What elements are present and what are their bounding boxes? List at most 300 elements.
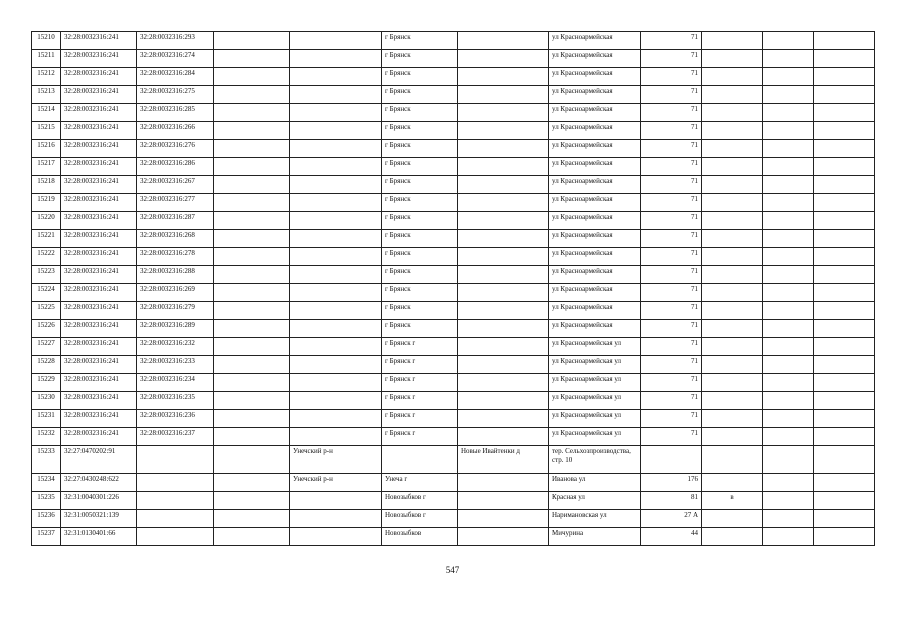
street-cell: ул Красноармейская — [549, 230, 641, 248]
empty-cell — [814, 86, 875, 104]
empty-cell — [214, 212, 290, 230]
building-letter-cell — [702, 320, 763, 338]
settlement-cell — [458, 248, 549, 266]
house-number-cell: 71 — [641, 212, 702, 230]
city-cell: г Брянск — [382, 284, 458, 302]
row-number-cell: 15225 — [32, 302, 61, 320]
district-cell — [290, 212, 382, 230]
building-letter-cell — [702, 392, 763, 410]
parcel-cadastral-cell: 32:28:0032316:241 — [61, 86, 137, 104]
settlement-cell — [458, 230, 549, 248]
parcel-cadastral-cell: 32:28:0032316:241 — [61, 140, 137, 158]
empty-cell — [763, 338, 814, 356]
object-cadastral-cell: 32:28:0032316:293 — [137, 32, 214, 50]
house-number-cell: 71 — [641, 86, 702, 104]
empty-cell — [214, 428, 290, 446]
parcel-cadastral-cell: 32:27:0430248:622 — [61, 474, 137, 492]
house-number-cell: 71 — [641, 284, 702, 302]
building-letter-cell — [702, 140, 763, 158]
building-letter-cell — [702, 68, 763, 86]
parcel-cadastral-cell: 32:28:0032316:241 — [61, 32, 137, 50]
settlement-cell — [458, 474, 549, 492]
parcel-cadastral-cell: 32:28:0032316:241 — [61, 356, 137, 374]
table-row — [32, 122, 875, 140]
row-number-cell: 15216 — [32, 140, 61, 158]
empty-cell — [763, 194, 814, 212]
object-cadastral-cell — [137, 446, 214, 474]
empty-cell — [214, 68, 290, 86]
street-cell: ул Красноармейская ул — [549, 338, 641, 356]
row-number-cell: 15237 — [32, 528, 61, 546]
parcel-cadastral-cell: 32:28:0032316:241 — [61, 302, 137, 320]
empty-cell — [214, 104, 290, 122]
empty-cell — [814, 68, 875, 86]
object-cadastral-cell: 32:28:0032316:266 — [137, 122, 214, 140]
settlement-cell — [458, 212, 549, 230]
empty-cell — [214, 176, 290, 194]
district-cell — [290, 104, 382, 122]
city-cell: Новозыбков — [382, 528, 458, 546]
empty-cell — [214, 50, 290, 68]
empty-cell — [814, 104, 875, 122]
city-cell: Новозыбков г — [382, 492, 458, 510]
empty-cell — [814, 176, 875, 194]
object-cadastral-cell — [137, 492, 214, 510]
building-letter-cell — [702, 374, 763, 392]
empty-cell — [814, 428, 875, 446]
empty-cell — [763, 492, 814, 510]
empty-cell — [763, 266, 814, 284]
table-row — [32, 428, 875, 446]
empty-cell — [763, 528, 814, 546]
object-cadastral-cell: 32:28:0032316:274 — [137, 50, 214, 68]
street-cell: Наримановская ул — [549, 510, 641, 528]
object-cadastral-cell: 32:28:0032316:277 — [137, 194, 214, 212]
house-number-cell: 71 — [641, 356, 702, 374]
empty-cell — [214, 492, 290, 510]
empty-cell — [814, 140, 875, 158]
district-cell — [290, 320, 382, 338]
city-cell: г Брянск — [382, 140, 458, 158]
empty-cell — [814, 374, 875, 392]
city-cell: г Брянск г — [382, 428, 458, 446]
building-letter-cell — [702, 284, 763, 302]
district-cell: Унечский р-н — [290, 474, 382, 492]
parcel-cadastral-cell: 32:28:0032316:241 — [61, 266, 137, 284]
parcel-cadastral-cell: 32:31:0040301:226 — [61, 492, 137, 510]
table-row — [32, 194, 875, 212]
object-cadastral-cell: 32:28:0032316:233 — [137, 356, 214, 374]
building-letter-cell — [702, 230, 763, 248]
empty-cell — [763, 140, 814, 158]
building-letter-cell — [702, 86, 763, 104]
row-number-cell: 15230 — [32, 392, 61, 410]
city-cell: г Брянск г — [382, 410, 458, 428]
row-number-cell: 15228 — [32, 356, 61, 374]
settlement-cell — [458, 302, 549, 320]
street-cell: ул Красноармейская — [549, 320, 641, 338]
empty-cell — [763, 104, 814, 122]
empty-cell — [214, 528, 290, 546]
settlement-cell — [458, 140, 549, 158]
object-cadastral-cell: 32:28:0032316:268 — [137, 230, 214, 248]
building-letter-cell — [702, 248, 763, 266]
city-cell: Унеча г — [382, 474, 458, 492]
city-cell: г Брянск — [382, 158, 458, 176]
district-cell — [290, 528, 382, 546]
building-letter-cell — [702, 302, 763, 320]
settlement-cell: Новые Ивайтенки д — [458, 446, 549, 474]
building-letter-cell: в — [702, 492, 763, 510]
row-number-cell: 15234 — [32, 474, 61, 492]
city-cell: г Брянск — [382, 104, 458, 122]
building-letter-cell — [702, 528, 763, 546]
city-cell: г Брянск г — [382, 338, 458, 356]
object-cadastral-cell: 32:28:0032316:289 — [137, 320, 214, 338]
parcel-cadastral-cell: 32:28:0032316:241 — [61, 158, 137, 176]
city-cell: г Брянск — [382, 266, 458, 284]
empty-cell — [214, 510, 290, 528]
settlement-cell — [458, 428, 549, 446]
building-letter-cell — [702, 356, 763, 374]
empty-cell — [214, 122, 290, 140]
empty-cell — [763, 230, 814, 248]
empty-cell — [814, 50, 875, 68]
building-letter-cell — [702, 446, 763, 474]
empty-cell — [214, 446, 290, 474]
settlement-cell — [458, 266, 549, 284]
house-number-cell: 71 — [641, 50, 702, 68]
object-cadastral-cell — [137, 528, 214, 546]
street-cell: ул Красноармейская — [549, 284, 641, 302]
street-cell: ул Красноармейская — [549, 248, 641, 266]
empty-cell — [814, 356, 875, 374]
building-letter-cell — [702, 474, 763, 492]
table-row — [32, 140, 875, 158]
city-cell: г Брянск — [382, 320, 458, 338]
house-number-cell: 71 — [641, 320, 702, 338]
empty-cell — [214, 140, 290, 158]
parcel-cadastral-cell: 32:28:0032316:241 — [61, 176, 137, 194]
table-row — [32, 176, 875, 194]
house-number-cell: 71 — [641, 122, 702, 140]
settlement-cell — [458, 104, 549, 122]
building-letter-cell — [702, 338, 763, 356]
house-number-cell: 71 — [641, 230, 702, 248]
district-cell — [290, 374, 382, 392]
empty-cell — [814, 230, 875, 248]
city-cell: г Брянск — [382, 176, 458, 194]
empty-cell — [763, 158, 814, 176]
object-cadastral-cell: 32:28:0032316:234 — [137, 374, 214, 392]
house-number-cell: 71 — [641, 158, 702, 176]
table-row — [32, 32, 875, 50]
district-cell — [290, 158, 382, 176]
city-cell: г Брянск г — [382, 356, 458, 374]
row-number-cell: 15221 — [32, 230, 61, 248]
parcel-cadastral-cell: 32:27:0470202:91 — [61, 446, 137, 474]
row-number-cell: 15214 — [32, 104, 61, 122]
house-number-cell: 71 — [641, 248, 702, 266]
empty-cell — [763, 176, 814, 194]
building-letter-cell — [702, 212, 763, 230]
city-cell: г Брянск — [382, 68, 458, 86]
district-cell — [290, 86, 382, 104]
city-cell: г Брянск — [382, 194, 458, 212]
settlement-cell — [458, 392, 549, 410]
row-number-cell: 15226 — [32, 320, 61, 338]
city-cell: г Брянск г — [382, 374, 458, 392]
house-number-cell: 44 — [641, 528, 702, 546]
empty-cell — [214, 86, 290, 104]
settlement-cell — [458, 528, 549, 546]
house-number-cell: 71 — [641, 338, 702, 356]
house-number-cell: 71 — [641, 392, 702, 410]
parcel-cadastral-cell: 32:28:0032316:241 — [61, 392, 137, 410]
row-number-cell: 15215 — [32, 122, 61, 140]
house-number-cell: 71 — [641, 32, 702, 50]
street-cell: ул Красноармейская ул — [549, 410, 641, 428]
object-cadastral-cell: 32:28:0032316:232 — [137, 338, 214, 356]
empty-cell — [763, 446, 814, 474]
empty-cell — [763, 302, 814, 320]
settlement-cell — [458, 510, 549, 528]
district-cell — [290, 392, 382, 410]
settlement-cell — [458, 320, 549, 338]
row-number-cell: 15235 — [32, 492, 61, 510]
register-table — [31, 31, 875, 546]
empty-cell — [814, 338, 875, 356]
row-number-cell: 15220 — [32, 212, 61, 230]
street-cell: Иванова ул — [549, 474, 641, 492]
empty-cell — [814, 194, 875, 212]
empty-cell — [763, 284, 814, 302]
house-number-cell: 176 — [641, 474, 702, 492]
empty-cell — [214, 230, 290, 248]
table-row — [32, 248, 875, 266]
empty-cell — [214, 158, 290, 176]
row-number-cell: 15212 — [32, 68, 61, 86]
empty-cell — [814, 474, 875, 492]
building-letter-cell — [702, 158, 763, 176]
district-cell — [290, 230, 382, 248]
row-number-cell: 15227 — [32, 338, 61, 356]
row-number-cell: 15219 — [32, 194, 61, 212]
table-row — [32, 68, 875, 86]
empty-cell — [763, 410, 814, 428]
building-letter-cell — [702, 510, 763, 528]
district-cell: Унечский р-н — [290, 446, 382, 474]
street-cell: ул Красноармейская ул — [549, 428, 641, 446]
street-cell: Мичурина — [549, 528, 641, 546]
house-number-cell: 71 — [641, 266, 702, 284]
empty-cell — [814, 510, 875, 528]
parcel-cadastral-cell: 32:28:0032316:241 — [61, 410, 137, 428]
parcel-cadastral-cell: 32:28:0032316:241 — [61, 248, 137, 266]
row-number-cell: 15223 — [32, 266, 61, 284]
empty-cell — [814, 410, 875, 428]
object-cadastral-cell: 32:28:0032316:275 — [137, 86, 214, 104]
building-letter-cell — [702, 122, 763, 140]
table-row — [32, 356, 875, 374]
object-cadastral-cell: 32:28:0032316:284 — [137, 68, 214, 86]
district-cell — [290, 302, 382, 320]
settlement-cell — [458, 86, 549, 104]
street-cell: ул Красноармейская — [549, 68, 641, 86]
table-row — [32, 320, 875, 338]
house-number-cell: 71 — [641, 410, 702, 428]
settlement-cell — [458, 68, 549, 86]
table-row — [32, 510, 875, 528]
empty-cell — [214, 320, 290, 338]
empty-cell — [814, 32, 875, 50]
district-cell — [290, 428, 382, 446]
row-number-cell: 15232 — [32, 428, 61, 446]
street-cell: тер. Сельхозпроизводства, стр. 10 — [549, 446, 641, 474]
street-cell: ул Красноармейская ул — [549, 392, 641, 410]
city-cell: г Брянск — [382, 122, 458, 140]
house-number-cell: 71 — [641, 104, 702, 122]
table-row — [32, 446, 875, 474]
street-cell: ул Красноармейская — [549, 50, 641, 68]
building-letter-cell — [702, 428, 763, 446]
empty-cell — [814, 528, 875, 546]
empty-cell — [763, 392, 814, 410]
empty-cell — [763, 320, 814, 338]
page-number: 547 — [445, 565, 460, 575]
empty-cell — [814, 392, 875, 410]
row-number-cell: 15210 — [32, 32, 61, 50]
settlement-cell — [458, 338, 549, 356]
settlement-cell — [458, 32, 549, 50]
table-row — [32, 492, 875, 510]
house-number-cell: 71 — [641, 194, 702, 212]
row-number-cell: 15217 — [32, 158, 61, 176]
street-cell: ул Красноармейская — [549, 122, 641, 140]
parcel-cadastral-cell: 32:28:0032316:241 — [61, 284, 137, 302]
district-cell — [290, 338, 382, 356]
house-number-cell: 71 — [641, 428, 702, 446]
row-number-cell: 15236 — [32, 510, 61, 528]
city-cell: г Брянск — [382, 32, 458, 50]
table-row — [32, 374, 875, 392]
district-cell — [290, 356, 382, 374]
empty-cell — [763, 248, 814, 266]
empty-cell — [214, 248, 290, 266]
parcel-cadastral-cell: 32:28:0032316:241 — [61, 374, 137, 392]
empty-cell — [214, 474, 290, 492]
row-number-cell: 15213 — [32, 86, 61, 104]
district-cell — [290, 32, 382, 50]
table-row — [32, 410, 875, 428]
object-cadastral-cell: 32:28:0032316:285 — [137, 104, 214, 122]
row-number-cell: 15218 — [32, 176, 61, 194]
house-number-cell: 71 — [641, 374, 702, 392]
empty-cell — [814, 320, 875, 338]
house-number-cell — [641, 446, 702, 474]
empty-cell — [763, 212, 814, 230]
empty-cell — [814, 212, 875, 230]
district-cell — [290, 284, 382, 302]
street-cell: ул Красноармейская — [549, 158, 641, 176]
table-row — [32, 230, 875, 248]
empty-cell — [214, 266, 290, 284]
city-cell: г Брянск — [382, 50, 458, 68]
street-cell: ул Красноармейская — [549, 302, 641, 320]
city-cell: г Брянск — [382, 248, 458, 266]
district-cell — [290, 140, 382, 158]
object-cadastral-cell: 32:28:0032316:269 — [137, 284, 214, 302]
parcel-cadastral-cell: 32:31:0050321:139 — [61, 510, 137, 528]
house-number-cell: 71 — [641, 176, 702, 194]
settlement-cell — [458, 122, 549, 140]
street-cell: ул Красноармейская ул — [549, 356, 641, 374]
district-cell — [290, 176, 382, 194]
district-cell — [290, 50, 382, 68]
settlement-cell — [458, 410, 549, 428]
settlement-cell — [458, 374, 549, 392]
table-row — [32, 474, 875, 492]
parcel-cadastral-cell: 32:28:0032316:241 — [61, 230, 137, 248]
house-number-cell: 71 — [641, 140, 702, 158]
empty-cell — [763, 374, 814, 392]
object-cadastral-cell: 32:28:0032316:235 — [137, 392, 214, 410]
parcel-cadastral-cell: 32:28:0032316:241 — [61, 212, 137, 230]
table-row — [32, 104, 875, 122]
settlement-cell — [458, 50, 549, 68]
district-cell — [290, 492, 382, 510]
district-cell — [290, 266, 382, 284]
house-number-cell: 81 — [641, 492, 702, 510]
empty-cell — [214, 194, 290, 212]
building-letter-cell — [702, 194, 763, 212]
settlement-cell — [458, 194, 549, 212]
empty-cell — [814, 284, 875, 302]
city-cell: г Брянск — [382, 212, 458, 230]
table-row — [32, 86, 875, 104]
object-cadastral-cell: 32:28:0032316:237 — [137, 428, 214, 446]
empty-cell — [214, 356, 290, 374]
table-body — [32, 32, 875, 546]
district-cell — [290, 194, 382, 212]
row-number-cell: 15222 — [32, 248, 61, 266]
empty-cell — [214, 32, 290, 50]
settlement-cell — [458, 176, 549, 194]
parcel-cadastral-cell: 32:28:0032316:241 — [61, 104, 137, 122]
street-cell: ул Красноармейская — [549, 140, 641, 158]
street-cell: ул Красноармейская — [549, 176, 641, 194]
object-cadastral-cell: 32:28:0032316:288 — [137, 266, 214, 284]
object-cadastral-cell: 32:28:0032316:267 — [137, 176, 214, 194]
empty-cell — [214, 338, 290, 356]
empty-cell — [814, 302, 875, 320]
empty-cell — [814, 158, 875, 176]
empty-cell — [763, 50, 814, 68]
object-cadastral-cell: 32:28:0032316:276 — [137, 140, 214, 158]
parcel-cadastral-cell: 32:28:0032316:241 — [61, 68, 137, 86]
row-number-cell: 15233 — [32, 446, 61, 474]
object-cadastral-cell: 32:28:0032316:287 — [137, 212, 214, 230]
table-row — [32, 392, 875, 410]
empty-cell — [814, 122, 875, 140]
table-row — [32, 528, 875, 546]
district-cell — [290, 122, 382, 140]
settlement-cell — [458, 284, 549, 302]
empty-cell — [814, 266, 875, 284]
city-cell: г Брянск — [382, 302, 458, 320]
street-cell: ул Красноармейская — [549, 104, 641, 122]
district-cell — [290, 510, 382, 528]
